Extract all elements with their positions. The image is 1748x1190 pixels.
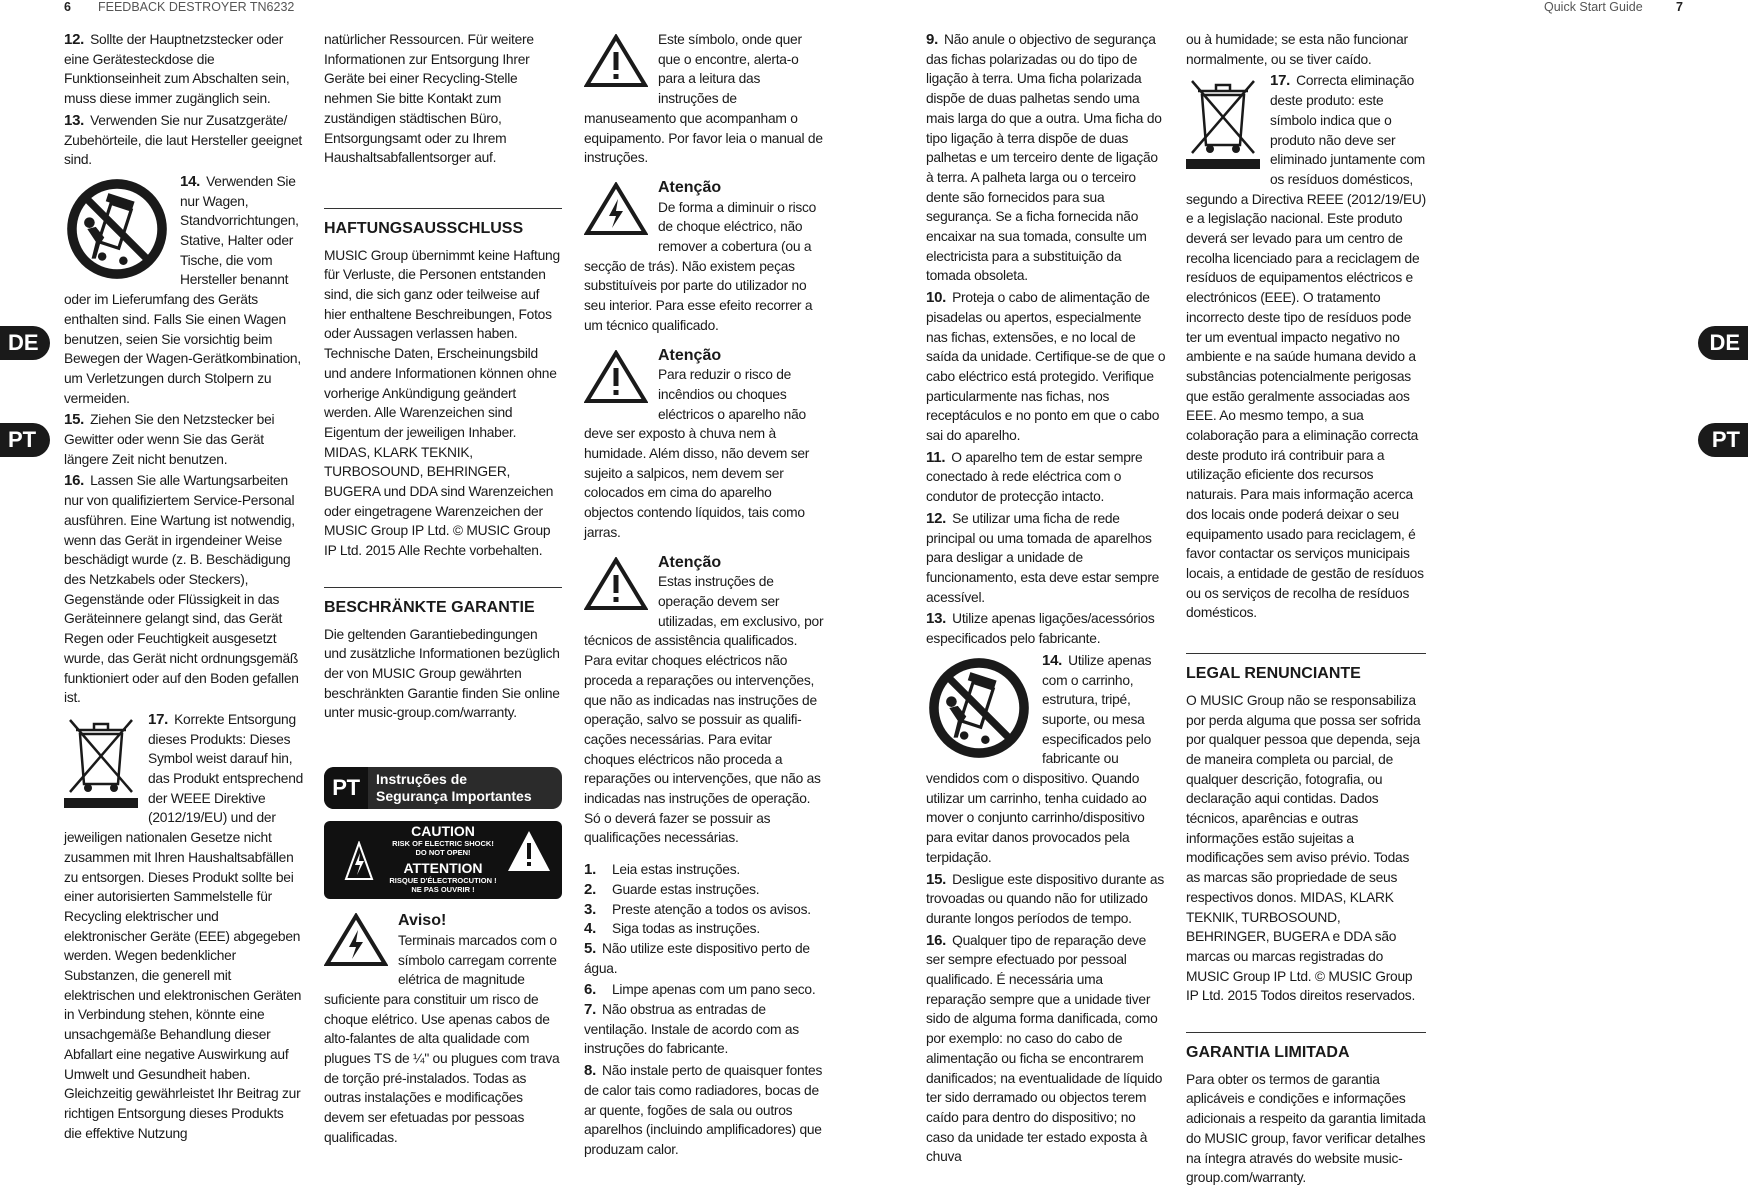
list-item bbox=[584, 1061, 824, 1160]
item-number: 13. bbox=[926, 610, 947, 628]
right-running-title: Quick Start Guide bbox=[1544, 0, 1643, 14]
item-text: Verwenden Sie nur Wagen, Standvorrichtungen, Stative, Halter oder Tische, die vom Hersteller benannt oder im Lieferumfang des Geräts enthalten sind. Falls Sie einen Wagen benutzen, seien Sie vorsichtig beim Bewegen der Wagen-Gerätkombination, um Verletzungen durch Stolpern zu vermeiden. bbox=[64, 173, 301, 406]
weee-bin-icon bbox=[64, 714, 138, 814]
caution-subtext: RISK OF ELECTRIC SHOCK! bbox=[392, 839, 494, 849]
left-page-number: 6 bbox=[64, 0, 71, 14]
no-cart-tipping-icon bbox=[64, 176, 170, 288]
attention-subtext: NE PAS OUVRIR ! bbox=[411, 885, 475, 895]
item-13 bbox=[64, 111, 304, 170]
section-heading-disclaimer: HAFTUNGSAUSSCHLUSS bbox=[324, 219, 524, 237]
item-number: 8. bbox=[584, 1062, 597, 1080]
item-number: 9. bbox=[926, 31, 939, 48]
aviso-warning bbox=[324, 911, 562, 1149]
list-item bbox=[584, 880, 824, 900]
item-number: 1. bbox=[584, 861, 597, 879]
attention-warning-3 bbox=[584, 553, 824, 851]
item-number: 15. bbox=[926, 870, 947, 888]
item-11 bbox=[926, 448, 1166, 507]
exclamation-warning-icon bbox=[584, 557, 648, 617]
item-text: Não anule o objectivo de segurança das fichas polarizadas ou do tipo de ligação à terra. Uma ficha polarizada dispõe de duas palhetas sendo uma mais larga do que a outra. Uma ficha do tipo ligação à terra dispõe de duas palhetas e um terceiro dente de ligação à terra. A palheta larga ou o terceiro dente são fornecidos para sua segurança. Se a ficha fornecida não encaixar na sua tomada, consulte um electricista para a substituição da tomada obsoleta. bbox=[926, 32, 1162, 284]
item-text: Guarde estas instruções. bbox=[612, 881, 760, 897]
weee-bin-icon bbox=[1186, 75, 1260, 175]
item-number: 16. bbox=[64, 472, 85, 490]
item-number: 5. bbox=[584, 939, 597, 957]
column-5 bbox=[1186, 30, 1426, 1190]
section-heading-warranty: GARANTIA LIMITADA bbox=[1186, 1044, 1350, 1062]
item-number: 10. bbox=[926, 289, 947, 307]
column-1 bbox=[64, 30, 304, 1145]
item-text: Utilize apenas com o carrinho, estrutura, tripé, suporte, ou mesa especificados pelo fabricante ou vendidos com o dispositivo. Quando utilizar um carrinho, tenha cuidado ao mover o conjunto carrinho/dispositivo para evitar danos provocados pela terpidação. bbox=[926, 652, 1152, 865]
attention-warning-2 bbox=[584, 346, 824, 545]
item-text: Não instale perto de quaisquer fontes de calor tais como radiadores, bocas de ar quente, fogões de sala ou outros aparelhos (incluindo amplificadores) que produzam calor. bbox=[584, 1063, 823, 1157]
item-text: O aparelho tem de estar sempre conectado à rede eléctrica com o condutor de protecção intacto. bbox=[926, 449, 1143, 505]
list-item bbox=[584, 1000, 824, 1059]
caution-label bbox=[324, 821, 562, 899]
attention-warning-1 bbox=[584, 178, 824, 338]
item-12 bbox=[926, 509, 1166, 608]
item-15 bbox=[64, 410, 304, 469]
item-number: 13. bbox=[64, 111, 85, 129]
section-heading-legal: LEGAL RENUNCIANTE bbox=[1186, 665, 1361, 683]
item-text: Preste atenção a todos os avisos. bbox=[612, 901, 811, 917]
item-text: Não obstrua as entradas de ventilação. Instale de acordo com as instruções do fabricante. bbox=[584, 1002, 799, 1057]
language-tab-de-right: DE bbox=[1698, 326, 1748, 360]
item-text: Verwenden Sie nur Zusatzgeräte/ Zubehörteile, die laut Hersteller geeignet sind. bbox=[64, 112, 302, 168]
attention-subtext: RISQUE D'ÉLECTROCUTION ! bbox=[389, 876, 497, 886]
item-text: Limpe apenas com um pano seco. bbox=[612, 982, 816, 998]
item-text: Correcta eliminação deste produto: este símbolo indica que o produto não deve ser eliminado juntamente com os resíduos domésticos, segundo a Directiva REEE (2012/19/EU) e a legislação nacional. Este produto deverá ser levado para um centro de recolha licenciado para a reciclagem de resíduos de equipamentos eléctricos e electrónicos (EEE). O tratamento incorrecto deste tipo de resíduos pode ter um eventual impacto negativo no ambiente e na saúde humana devido a substâncias potencialmente perigosas que estão geralmente associadas aos EEE. Ao mesmo tempo, a sua colaboração para a eliminação correcta deste produto irá contribuir para a utilização eficiente dos recursos naturais. Para mais informação acerca dos locais onde poderá deixar o seu equipamento usado para reciclagem, é favor contactar os serviços municipais locais, a entidade de gestão de resíduos ou os serviços de recolha de resíduos domésticos. bbox=[1186, 73, 1426, 621]
pt-banner-title-line: Instruções de bbox=[376, 771, 468, 788]
no-cart-tipping-icon bbox=[926, 655, 1032, 767]
column-2 bbox=[324, 30, 562, 1150]
column-3 bbox=[584, 30, 824, 1162]
item-number: 14. bbox=[1042, 651, 1063, 669]
exclamation-warning-icon bbox=[506, 829, 552, 879]
item-14 bbox=[64, 172, 304, 410]
exclamation-warning-icon bbox=[584, 34, 648, 94]
item-number: 17. bbox=[1270, 72, 1291, 90]
pt-section-banner bbox=[324, 767, 562, 809]
section-heading-warranty: BESCHRÄNKTE GARANTIE bbox=[324, 598, 535, 616]
column-4 bbox=[926, 30, 1166, 1169]
item-number: 6. bbox=[584, 981, 597, 999]
list-item bbox=[584, 980, 824, 1000]
list-item bbox=[584, 919, 824, 939]
item-number: 3. bbox=[584, 900, 597, 918]
repair-continuation: ou à humidade; se esta não funcionar normalmente, ou se tiver caído. bbox=[1186, 32, 1408, 67]
right-page-number: 7 bbox=[1676, 0, 1683, 14]
item-text: Desligue este dispositivo durante as trovoadas ou quando não for utilizado durante longos períodos de tempo. bbox=[926, 871, 1164, 926]
pt-banner-title bbox=[368, 771, 532, 805]
item-10 bbox=[926, 288, 1166, 446]
warning-heading: Atenção bbox=[658, 178, 722, 196]
item-number: 17. bbox=[148, 710, 169, 728]
item-13 bbox=[926, 609, 1166, 648]
instruction-list bbox=[584, 860, 824, 1160]
warning-heading: Atenção bbox=[658, 346, 722, 364]
warranty-text: Para obter os termos de garantia aplicáveis e condições e informações adicionais a respeito da garantia limitada do MUSIC group, favor verificar detalhes na íntegra através do website music-group.com/warranty. bbox=[1186, 1071, 1426, 1186]
item-17 bbox=[64, 710, 304, 1145]
disposal-continuation: natürlicher Ressourcen. Für weitere Informationen zur Entsorgung Ihrer Geräte bei einer Recycling-Stelle nehmen Sie bitte Kontakt zum zuständigen städtischen Büro, Entsorgungsamt oder zu Ihrem Haushaltsabfallentsorger auf. bbox=[324, 32, 534, 166]
language-tab-de-left: DE bbox=[0, 326, 50, 360]
caution-title: CAUTION bbox=[411, 823, 475, 840]
item-number: 12. bbox=[926, 509, 947, 527]
caution-subtext: DO NOT OPEN! bbox=[415, 848, 471, 858]
item-text: Sollte der Hauptnetzstecker oder eine Gerätesteckdose die Funktionseinheit zum Abschalten sein, muss diese immer zugänglich sein. bbox=[64, 32, 290, 107]
item-number: 16. bbox=[926, 931, 947, 949]
item-16 bbox=[64, 471, 304, 707]
item-text: Qualquer tipo de reparação deve ser sempre efectuado por pessoal qualificado. É necessária uma reparação sempre que a unidade tiver sido de alguma forma danificada, como por exemplo: no caso do cabo de alimentação ou ficha se encontrarem danificados; na eventualidade de líquido ter sido derramado ou objectos terem caído para dentro do dispositivo; no caso da unidade ter estado exposta à chuva bbox=[926, 932, 1163, 1165]
item-14 bbox=[926, 651, 1166, 870]
item-number: 15. bbox=[64, 411, 85, 429]
item-number: 2. bbox=[584, 880, 597, 898]
manual-warning bbox=[584, 30, 824, 170]
item-text: Siga todas as instruções. bbox=[612, 921, 760, 937]
warning-text: Para reduzir o risco de incêndios ou choques eléctricos o aparelho não deve ser exposto à chuva nem à humidade. Além disso, não devem ser sujeito a salpicos, nem devem ser colocados em cima do aparelho objectos contendo líquidos, tais como jarras. bbox=[584, 367, 810, 540]
item-number: 4. bbox=[584, 920, 597, 938]
warning-heading: Atenção bbox=[658, 553, 722, 571]
item-text: Não utilize este dispositivo perto de água. bbox=[584, 940, 810, 976]
item-text: Korrekte Entsorgung dieses Produkts: Dieses Symbol weist darauf hin, das Produkt entsprechend der WEEE Direktive (2012/19/EU) und der jeweiligen nationalen Gesetze nicht zusammen mit Ihren Haushaltsabfällen zu entsorgen. Dieses Produkt sollte bei einer autorisierten Sammelstelle für Recycling elektrischer und elektronischer Geräte (EEE) abgegeben werden. Wegen bedenklicher Substanzen, die generell mit elektrischen und elektronischen Geräten in Verbindung stehen, könnte eine unsachgemäße Behandlung dieser Abfallart eine negative Auswirkung auf Umwelt und Gesundheit haben. Gleichzeitig gewährleistet Ihr Beitrag zur richtigen Entsorgung dieses Produkts die effektive Nutzung bbox=[64, 711, 304, 1141]
warning-text: Terminais marcados com o símbolo carregam corrente elétrica de magnitude suficiente para constituir um risco de choque elétrico. Use apenas cabos de alto-falantes de alta qualidade com plugues TS de ¼" ou plugues com trava de torção pré-instalados. Todas as outras instalações e modificações devem ser efetuadas por pessoas qualificadas. bbox=[324, 932, 560, 1145]
lightning-warning-icon bbox=[344, 841, 374, 887]
legal-text: O MUSIC Group não se responsabiliza por perda alguma que possa ser sofrida por qualquer pessoa que dependa, seja de maneira completa ou parcial, de qualquer descrição, fotografia, ou declaração aqui contidas. Dados técnicos, aparências e outras informações estão sujeitas a modificações sem aviso prévio. Todas as marcas são propriedade de seus respectivos donos. MIDAS, KLARK TEKNIK, TURBOSOUND, BEHRINGER, BUGERA e DDA são marcas ou marcas registradas do MUSIC Group IP Ltd. © MUSIC Group IP Ltd. 2015 Todos direitos reservados. bbox=[1186, 692, 1421, 1004]
item-text: Leia estas instruções. bbox=[612, 862, 740, 878]
list-item bbox=[584, 900, 824, 920]
attention-title: ATTENTION bbox=[403, 860, 483, 877]
item-text: Utilize apenas ligações/acessórios especificados pelo fabricante. bbox=[926, 611, 1155, 647]
item-16 bbox=[926, 931, 1166, 1167]
warning-text: Este símbolo, onde quer que o encontre, alerta-o para a leitura das instruções de manuseamento que acompanham o equipamento. Por favor leia o manual de instruções. bbox=[584, 32, 823, 166]
disclaimer-text: MUSIC Group übernimmt keine Haftung für Verluste, die Personen entstanden sind, die sich ganz oder teilweise auf hier enthaltene Beschreibungen, Fotos oder Aussagen verlassen haben. Technische Daten, Erscheinungsbild und andere Informationen können ohne vorherige Ankündigung geändert werden. Alle Warenzeichen sind Eigentum der jeweiligen Inhaber. MIDAS, KLARK TEKNIK, TURBOSOUND, BEHRINGER, BUGERA und DDA sind Warenzeichen oder eingetragene Warenzeichen der MUSIC Group IP Ltd. © MUSIC Group IP Ltd. 2015 Alle Rechte vorbehalten. bbox=[324, 247, 560, 559]
list-item bbox=[584, 939, 824, 978]
item-15 bbox=[926, 870, 1166, 929]
item-text: Ziehen Sie den Netzstecker bei Gewitter oder wenn Sie das Gerät längere Zeit nicht benutzen. bbox=[64, 412, 275, 467]
item-12 bbox=[64, 30, 304, 109]
warning-heading: Aviso! bbox=[398, 912, 447, 930]
item-number: 7. bbox=[584, 1001, 597, 1019]
item-text: Se utilizar uma ficha de rede principal ou uma tomada de aparelhos para desligar a unidade de funcionamento, esta deve estar sempre acessível. bbox=[926, 510, 1160, 605]
warning-text: De forma a diminuir o risco de choque eléctrico, não remover a cobertura (ou a secção de trás). Não existem peças substituíveis por parte do utilizador no seu interior. Para esse efeito recorrer a um técnico qualificado. bbox=[584, 199, 817, 333]
item-text: Proteja o cabo de alimentação de pisadelas ou apertos, especialmente nas fichas, extensões, e no local de saída da unidade. Certifique-se de que o cabo eléctrico está protegido. Verifique particularmente nas fichas, nos receptáculos e no ponto em que o cabo sai do aparelho. bbox=[926, 290, 1166, 444]
pt-banner-title-line: Segurança Importantes bbox=[376, 788, 532, 805]
language-tab-pt-right: PT bbox=[1698, 423, 1748, 457]
language-tab-pt-left: PT bbox=[0, 423, 50, 457]
lightning-warning-icon bbox=[584, 182, 648, 242]
list-item bbox=[584, 860, 824, 880]
warranty-text: Die geltenden Garantiebedingungen und zusätzliche Informationen bezüglich der von MUSIC Group gewährten beschränkten Garantie finden Sie online unter music-group.com/warranty. bbox=[324, 626, 560, 721]
pt-tag: PT bbox=[324, 767, 368, 809]
item-9 bbox=[926, 30, 1166, 286]
item-number: 11. bbox=[926, 448, 946, 466]
item-number: 14. bbox=[180, 172, 201, 190]
item-text: Lassen Sie alle Wartungsarbeiten nur von qualifiziertem Service-Personal ausführen. Eine Wartung ist notwendig, wenn das Gerät in irgendeiner Weise beschädigt wurde (z. B. Beschädigung des Netzkabels oder Steckers), Gegenstände oder Flüssigkeit in das Geräteinnere gelangt sind, das Gerät Regen oder Feuchtigkeit ausgesetzt wurde, das Gerät nicht ordnungsgemäß funktioniert oder auf den Boden gefallen ist. bbox=[64, 473, 299, 706]
warning-text: Estas instruções de operação devem ser utilizadas, em exclusivo, por técnicos de assistência qualificados. Para evitar choques eléctricos não proceda a reparações ou intervenções, que não as indicadas nas instruções de operação, salvo se possuir as qualifi-cações necessárias. Para evitar choques eléctricos não proceda a reparações ou intervenções, que não as indicadas nas instruções de operação. Só o deverá fazer se possuir as qualificações necessárias. bbox=[584, 574, 824, 846]
lightning-warning-icon bbox=[324, 913, 388, 973]
item-17 bbox=[1186, 71, 1426, 625]
exclamation-warning-icon bbox=[584, 350, 648, 410]
item-number: 12. bbox=[64, 31, 85, 48]
left-running-title: FEEDBACK DESTROYER TN6232 bbox=[98, 0, 295, 14]
